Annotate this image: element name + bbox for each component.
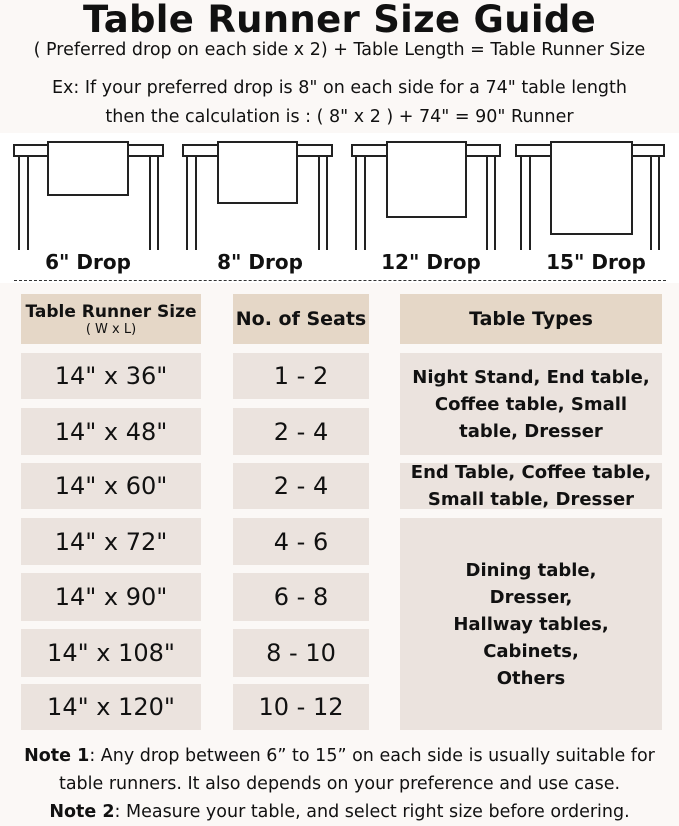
seats-cell: 8 - 10 xyxy=(233,629,369,677)
drop-label-8: 8" Drop xyxy=(217,250,303,274)
page-title: Table Runner Size Guide xyxy=(82,0,597,41)
drop-label-12: 12" Drop xyxy=(381,250,481,274)
header-size-sub: ( W x L) xyxy=(85,321,137,337)
note-1-line-2: table runners. It also depends on your preference and use case. xyxy=(58,774,621,794)
size-cell: 14" x 72" xyxy=(21,518,201,565)
note-1-label: Note 1 xyxy=(24,746,90,766)
note-2-label: Note 2 xyxy=(49,802,115,822)
drop-label-6: 6" Drop xyxy=(45,250,131,274)
note-2-text: : Measure your table, and select right size before ordering. xyxy=(114,802,630,822)
seats-cell: 6 - 8 xyxy=(233,573,369,621)
seats-cell: 2 - 4 xyxy=(233,408,369,455)
formula-text: ( Preferred drop on each side x 2) + Table Length = Table Runner Size xyxy=(33,40,646,60)
divider xyxy=(14,280,666,281)
seats-cell: 4 - 6 xyxy=(233,518,369,565)
types-cell: Night Stand, End table, Coffee table, Small table, Dresser xyxy=(400,353,662,455)
table-drop-15-illustration xyxy=(516,142,664,250)
header-size-label: Table Runner Size xyxy=(25,301,197,322)
seats-cell: 1 - 2 xyxy=(233,353,369,399)
size-cell: 14" x 48" xyxy=(21,408,201,455)
note-1-text: : Any drop between 6” to 15” on each side is usually suitable for xyxy=(89,746,655,766)
example-line-2: then the calculation is : ( 8" x 2 ) + 74" = 90" Runner xyxy=(105,107,574,127)
types-cell: End Table, Coffee table, Small table, Dresser xyxy=(400,463,662,509)
note-1 xyxy=(0,746,679,766)
table-drop-8-illustration xyxy=(183,142,332,250)
header-size xyxy=(21,294,201,344)
seats-cell: 10 - 12 xyxy=(233,684,369,730)
types-cell: Dining table, Dresser, Hallway tables, Cabinets, Others xyxy=(400,518,662,730)
size-cell: 14" x 120" xyxy=(21,684,201,730)
table-drop-6-illustration xyxy=(14,142,163,250)
size-cell: 14" x 60" xyxy=(21,463,201,509)
header-types: Table Types xyxy=(400,294,662,344)
size-cell: 14" x 36" xyxy=(21,353,201,399)
note-2 xyxy=(0,802,679,822)
header-seats: No. of Seats xyxy=(233,294,369,344)
size-cell: 14" x 90" xyxy=(21,573,201,621)
table-drop-12-illustration xyxy=(352,142,500,250)
example-line-1: Ex: If your preferred drop is 8" on each side for a 74" table length xyxy=(51,78,627,98)
size-cell: 14" x 108" xyxy=(21,629,201,677)
drop-label-15: 15" Drop xyxy=(546,250,646,274)
seats-cell: 2 - 4 xyxy=(233,463,369,509)
